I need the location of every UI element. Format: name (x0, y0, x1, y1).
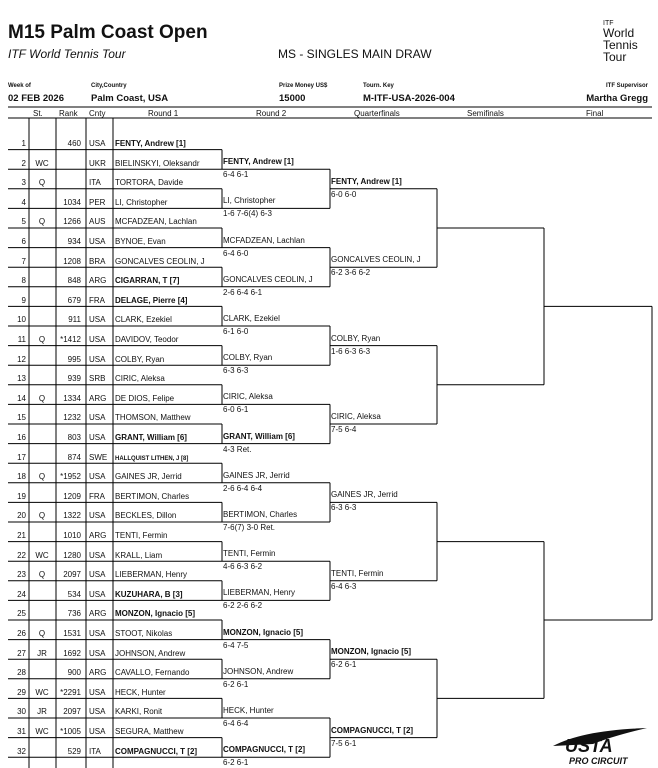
draw-row (0, 581, 220, 601)
quarterfinal-score: 6-3 6-3 (331, 503, 357, 513)
draw-position: 15 (17, 413, 26, 423)
round2-score: 6-2 6-1 (223, 679, 249, 689)
player-name: KUZUHARA, B [3] (115, 589, 183, 599)
draw-position: 19 (17, 491, 26, 501)
round2-score: 6-1 6-0 (223, 327, 249, 336)
player-country: ARG (89, 531, 107, 540)
entry-status: Q (38, 472, 46, 482)
draw-position: 31 (17, 727, 26, 736)
player-rank: *1412 (60, 335, 81, 344)
draw-row (0, 600, 220, 620)
player-name: GAINES JR, Jerrid (115, 472, 182, 482)
round2-winner: COLBY, Ryan (223, 353, 273, 363)
quarterfinal-winner: MONZON, Ignacio [5] (331, 647, 411, 657)
quarterfinal-winner: GAINES JR, Jerrid (331, 490, 398, 500)
entry-status: Q (38, 629, 46, 638)
player-rank: 679 (67, 295, 81, 305)
draw-position: 1 (21, 139, 26, 148)
round2-score: 6-4 6-1 (223, 170, 249, 180)
player-name: BIELINSKYI, Oleksandr (115, 158, 200, 168)
quarterfinal-winner: CIRIC, Aleksa (331, 412, 381, 421)
entry-status: WC (35, 158, 49, 168)
quarterfinal-score: 6-2 3-6 6-2 (331, 268, 371, 278)
player-country: ITA (89, 178, 101, 188)
round2-score: 6-4 6-4 (223, 719, 249, 728)
draw-position: 7 (21, 256, 26, 266)
entry-status: Q (38, 393, 46, 403)
draw-row (0, 169, 220, 189)
player-name: GRANT, William [6] (115, 433, 187, 442)
city-value: Palm Coast, USA (91, 93, 169, 104)
prize-value: 15000 (279, 93, 306, 104)
player-country: FRA (89, 295, 105, 305)
player-name: BYNOE, Evan (115, 237, 166, 246)
player-name: KARKI, Ronit (115, 707, 163, 717)
round2-score: 6-2 6-1 (223, 758, 249, 768)
col-round2: Round 2 (256, 109, 287, 118)
draw-position: 30 (17, 707, 26, 717)
player-country: USA (89, 139, 106, 148)
draw-row (0, 561, 220, 581)
player-rank: 1208 (63, 256, 81, 266)
draw-position: 14 (17, 393, 26, 403)
entry-status: WC (35, 687, 49, 697)
player-name: CAVALLO, Fernando (115, 668, 190, 678)
player-rank: 874 (67, 452, 81, 462)
player-name: DELAGE, Pierre [4] (115, 295, 188, 305)
draw-row (0, 228, 220, 248)
quarterfinal-winner: COLBY, Ryan (331, 333, 381, 343)
round2-winner: FENTY, Andrew [1] (223, 157, 294, 167)
player-rank: *1952 (60, 472, 81, 482)
entry-status: WC (35, 550, 49, 560)
draw-position: 26 (17, 629, 26, 638)
draw-position: 32 (17, 746, 26, 756)
entry-status: JR (37, 648, 47, 658)
draw-position: 8 (21, 276, 26, 286)
entry-status: Q (38, 178, 46, 188)
draw-row (0, 522, 220, 542)
player-country: BRA (89, 256, 106, 266)
player-rank: 911 (68, 315, 81, 325)
quarterfinal-score: 6-0 6-0 (331, 189, 357, 199)
usta-logo-text: USTA (565, 736, 613, 756)
player-name: TORTORA, Davide (115, 178, 184, 188)
itf-logo-line1: World (603, 26, 635, 40)
player-country: USA (89, 413, 106, 423)
draw-position: 13 (17, 374, 26, 384)
player-rank: 934 (67, 237, 81, 246)
supervisor-label: ITF Supervisor (605, 83, 648, 89)
draw-row (0, 346, 220, 366)
draw-row (0, 463, 220, 483)
col-cnty: Cnty (89, 109, 106, 118)
player-country: USA (89, 550, 106, 560)
round2-winner: HECK, Hunter (223, 706, 274, 715)
player-country: FRA (89, 491, 105, 501)
draw-position: 18 (17, 472, 26, 482)
player-country: AUS (89, 217, 106, 227)
draw-position: 4 (21, 197, 26, 207)
round2-winner: GAINES JR, Jerrid (223, 470, 290, 480)
player-rank: 848 (67, 276, 81, 286)
player-country: USA (89, 237, 106, 246)
round2-winner: CIRIC, Aleksa (223, 392, 273, 402)
player-country: USA (89, 354, 106, 364)
pro-circuit-text: PRO CIRCUIT (569, 756, 628, 766)
draw-row (0, 326, 220, 346)
player-country: USA (89, 335, 106, 344)
key-label: Tourn. Key (363, 83, 394, 89)
player-name: JOHNSON, Andrew (115, 648, 186, 658)
player-name: CLARK, Ezekiel (115, 315, 172, 325)
player-rank: 529 (67, 746, 81, 756)
draw-position: 22 (17, 550, 26, 560)
player-name: KRALL, Liam (115, 550, 163, 560)
draw-position: 12 (17, 354, 26, 364)
round2-winner: TENTI, Fermin (223, 549, 276, 559)
player-country: ARG (89, 393, 107, 403)
player-name: DAVIDOV, Teodor (115, 335, 179, 344)
draw-row (0, 287, 220, 307)
round2-winner: LIEBERMAN, Henry (223, 588, 296, 598)
draw-position: 10 (17, 315, 26, 325)
draw-position: 5 (21, 217, 26, 227)
player-name: STOOT, Nikolas (115, 629, 173, 638)
draw-row (0, 620, 220, 640)
col-st: St. (33, 109, 43, 118)
player-rank: 2097 (63, 570, 81, 580)
player-country: USA (89, 511, 106, 521)
round2-score: 7-6(7) 3-0 Ret. (223, 523, 276, 532)
player-country: USA (89, 648, 106, 658)
draw-row (0, 679, 220, 699)
usta-pro-circuit-logo (543, 722, 655, 766)
draw-position: 6 (21, 237, 26, 246)
draw-row (0, 738, 220, 758)
player-country: ARG (89, 609, 107, 619)
draw-position: 29 (17, 687, 26, 697)
draw-position: 28 (17, 668, 26, 678)
player-country: USA (89, 433, 106, 442)
round2-score: 6-3 6-3 (223, 366, 249, 376)
draw-row (0, 542, 220, 562)
draw-row (0, 306, 220, 326)
draw-position: 11 (17, 335, 26, 344)
player-country: USA (89, 589, 106, 599)
round2-score: 2-6 6-4 6-1 (223, 287, 263, 297)
draw-row (0, 698, 220, 718)
player-name: BECKLES, Dillon (115, 511, 177, 521)
quarterfinal-winner: FENTY, Andrew [1] (331, 176, 402, 186)
player-name: MONZON, Ignacio [5] (115, 609, 195, 619)
player-rank: 1010 (63, 531, 81, 540)
player-rank: 803 (67, 433, 81, 442)
player-country: SRB (89, 374, 106, 384)
player-name: CIRIC, Aleksa (115, 374, 165, 384)
player-rank: 900 (67, 668, 81, 678)
quarterfinal-score: 7-5 6-4 (331, 425, 357, 434)
supervisor-value: Martha Gregg (586, 93, 648, 104)
entry-status: Q (38, 570, 46, 580)
draw-row (0, 208, 220, 228)
col-rank: Rank (59, 109, 78, 118)
player-name: COLBY, Ryan (115, 354, 165, 364)
draw-name: MS - SINGLES MAIN DRAW (278, 47, 432, 61)
player-country: SWE (89, 452, 108, 462)
draw-row (0, 404, 220, 424)
player-country: USA (89, 629, 106, 638)
draw-row (0, 502, 220, 522)
player-name: LIEBERMAN, Henry (115, 570, 188, 580)
draw-position: 23 (17, 570, 26, 580)
player-rank: 1232 (63, 413, 81, 423)
player-name: COMPAGNUCCI, T [2] (115, 746, 198, 756)
round2-winner: CLARK, Ezekiel (223, 314, 280, 323)
draw-row (0, 424, 220, 444)
round2-winner: COMPAGNUCCI, T [2] (223, 745, 306, 755)
player-rank: 534 (67, 589, 81, 599)
round2-score: 2-6 6-4 6-4 (223, 483, 263, 493)
player-name: LI, Christopher (115, 197, 168, 207)
player-name: MCFADZEAN, Lachlan (115, 217, 197, 227)
player-name: SEGURA, Matthew (115, 727, 184, 736)
player-rank: 995 (67, 354, 81, 364)
player-rank: 939 (67, 374, 81, 384)
col-semifinals: Semifinals (467, 109, 504, 118)
tournament-title: M15 Palm Coast Open (8, 22, 208, 43)
entry-status: WC (35, 727, 49, 736)
draw-position: 3 (21, 178, 26, 188)
quarterfinal-winner: GONCALVES CEOLIN, J (331, 255, 421, 265)
player-rank: 2097 (63, 707, 81, 717)
player-country: USA (89, 315, 106, 325)
draw-row (0, 444, 220, 464)
itf-logo-line2: Tennis (603, 38, 638, 52)
player-country: USA (89, 727, 106, 736)
entry-status: Q (38, 217, 46, 227)
round2-score: 4-3 Ret. (223, 444, 252, 454)
player-rank: *1005 (60, 727, 81, 736)
draw-row (0, 130, 220, 150)
player-country: USA (89, 570, 106, 580)
round2-winner: GRANT, William [6] (223, 431, 295, 441)
prize-label: Prize Money US$ (279, 83, 328, 89)
player-country: USA (89, 687, 106, 697)
quarterfinal-winner: COMPAGNUCCI, T [2] (331, 725, 414, 735)
draw-position: 20 (17, 511, 26, 521)
draw-position: 2 (21, 158, 26, 168)
draw-row (0, 189, 220, 209)
tour-subtitle: ITF World Tennis Tour (8, 47, 126, 61)
city-label: City,Country (91, 83, 127, 89)
draw-position: 9 (21, 295, 26, 305)
draw-position: 16 (17, 433, 26, 442)
player-rank: 1209 (63, 491, 81, 501)
quarterfinal-score: 1-6 6-3 6-3 (331, 346, 371, 356)
round2-winner: GONCALVES CEOLIN, J (223, 274, 313, 284)
col-final: Final (586, 109, 604, 118)
player-name: DE DIOS, Felipe (115, 393, 175, 403)
player-rank: 1322 (63, 511, 81, 521)
player-rank: 1692 (63, 648, 81, 658)
draw-position: 25 (17, 609, 26, 619)
round2-score: 6-2 2-6 6-2 (223, 601, 263, 611)
player-country: USA (89, 707, 106, 717)
itf-logo-text: ITF (603, 20, 614, 27)
player-rank: 1266 (63, 217, 81, 227)
player-country: PER (89, 197, 106, 207)
player-country: ARG (89, 276, 107, 286)
player-rank: 736 (67, 609, 81, 619)
player-name: HALLQUIST LITHEN, J [8] (115, 455, 189, 462)
round2-score: 1-6 7-6(4) 6-3 (223, 209, 272, 219)
player-rank: *2291 (60, 687, 81, 697)
draw-row (0, 267, 220, 287)
draw-position: 27 (17, 648, 26, 658)
round2-winner: JOHNSON, Andrew (223, 666, 294, 676)
draw-row (0, 385, 220, 405)
draw-position: 17 (17, 452, 26, 462)
player-name: BERTIMON, Charles (115, 491, 190, 501)
col-round1: Round 1 (148, 109, 179, 118)
player-rank: 1034 (63, 197, 81, 207)
player-country: ARG (89, 668, 107, 678)
player-name: THOMSON, Matthew (115, 413, 191, 423)
player-rank: 1280 (63, 550, 81, 560)
entry-status: JR (37, 707, 47, 717)
player-name: FENTY, Andrew [1] (115, 139, 186, 148)
round2-winner: MONZON, Ignacio [5] (223, 627, 303, 637)
round2-winner: LI, Christopher (223, 196, 276, 206)
player-name: HECK, Hunter (115, 687, 166, 697)
col-quarterfinals: Quarterfinals (354, 109, 400, 118)
player-name: TENTI, Fermin (115, 531, 168, 540)
player-country: UKR (89, 158, 106, 168)
draw-position: 21 (17, 531, 26, 540)
player-name: GONCALVES CEOLIN, J (115, 256, 205, 266)
round2-score: 6-4 7-5 (223, 640, 249, 650)
draw-row (0, 248, 220, 268)
player-name: CIGARRAN, T [7] (115, 276, 180, 286)
draw-row (0, 718, 220, 738)
entry-status: Q (38, 335, 46, 344)
player-rank: 460 (67, 139, 81, 148)
draw-row (0, 659, 220, 679)
round2-score: 6-4 6-0 (223, 248, 249, 258)
week-value: 02 FEB 2026 (8, 93, 64, 104)
draw-row (0, 150, 220, 170)
player-rank: 1334 (63, 393, 81, 403)
player-country: USA (89, 472, 106, 482)
player-country: ITA (89, 746, 101, 756)
player-rank: 1531 (63, 629, 81, 638)
round2-winner: MCFADZEAN, Lachlan (223, 235, 305, 245)
draw-position: 24 (17, 589, 26, 599)
round2-score: 4-6 6-3 6-2 (223, 562, 263, 572)
entry-status: Q (38, 511, 46, 521)
round2-winner: BERTIMON, Charles (223, 510, 298, 519)
draw-row (0, 483, 220, 503)
quarterfinal-score: 6-2 6-1 (331, 660, 357, 670)
draw-row (0, 640, 220, 660)
quarterfinal-score: 6-4 6-3 (331, 581, 357, 591)
week-label: Week of (8, 83, 31, 89)
itf-logo-line3: Tour (603, 50, 627, 64)
quarterfinal-winner: TENTI, Fermin (331, 568, 384, 578)
round2-score: 6-0 6-1 (223, 405, 249, 415)
key-value: M-ITF-USA-2026-004 (363, 93, 455, 104)
draw-row (0, 365, 220, 385)
quarterfinal-score: 7-5 6-1 (331, 738, 357, 748)
